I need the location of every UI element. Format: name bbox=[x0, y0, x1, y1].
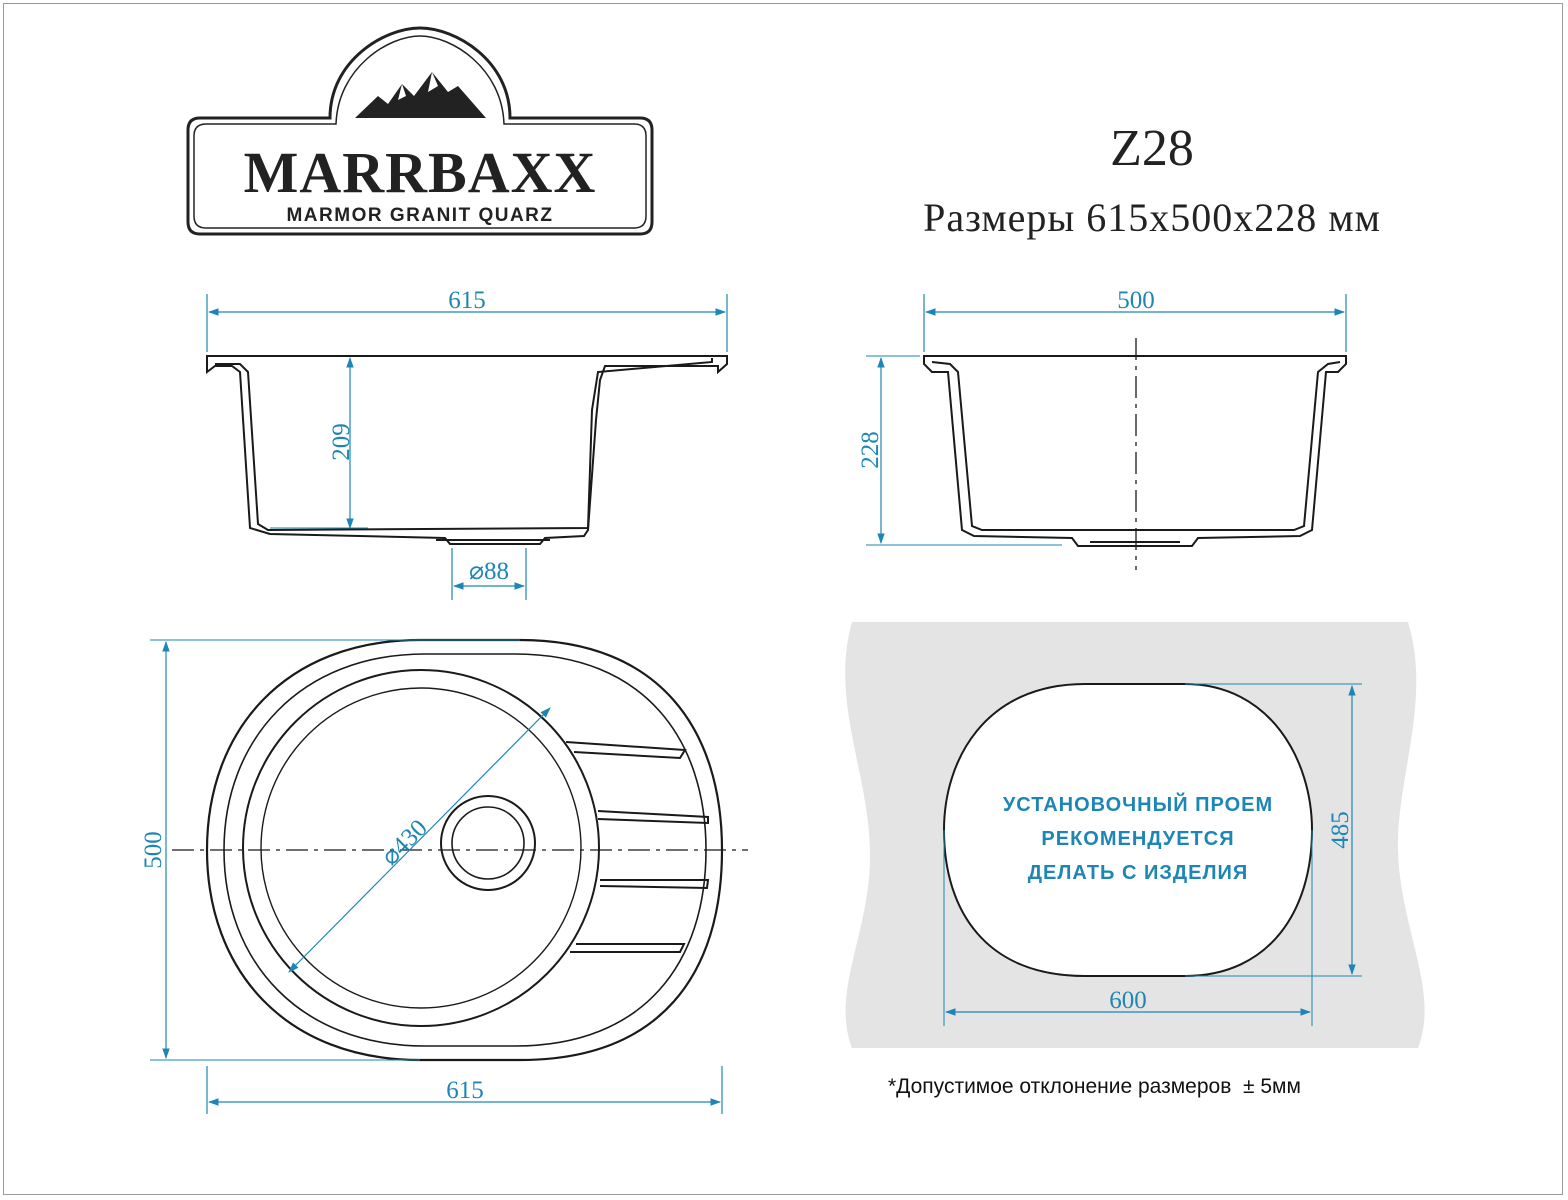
side-width-label: 500 bbox=[1117, 287, 1155, 314]
sizes-subtitle: Размеры 615х500х228 мм bbox=[923, 195, 1381, 240]
cutout-note-line2: РЕКОМЕНДУЕТСЯ bbox=[1041, 828, 1235, 850]
bowl-depth-label: 209 bbox=[328, 423, 355, 461]
cutout-height-label: 485 bbox=[1327, 811, 1354, 849]
front-width-dimension bbox=[207, 287, 727, 352]
tolerance-footnote: *Допустимое отклонение размеров ± 5мм bbox=[888, 1075, 1301, 1098]
top-height-label: 500 bbox=[140, 831, 167, 869]
bowl-diameter-label: ⌀430 bbox=[376, 814, 433, 871]
top-width-dimension bbox=[207, 1066, 722, 1114]
cutout-note-line3: ДЕЛАТЬ С ИЗДЕЛИЯ bbox=[1027, 862, 1249, 884]
drainboard-ribs bbox=[566, 742, 708, 952]
side-width-dimension bbox=[924, 287, 1346, 352]
side-height-label: 228 bbox=[857, 431, 884, 469]
brand-name: MARRBAXX bbox=[243, 140, 597, 205]
brand-tagline: MARMOR GRANIT QUARZ bbox=[286, 205, 554, 226]
drain-diameter-label: ⌀88 bbox=[468, 558, 510, 585]
top-width-label: 615 bbox=[446, 1077, 484, 1104]
side-section-view bbox=[924, 356, 1346, 546]
model-title: Z28 bbox=[1110, 120, 1194, 177]
cutout-note-line1: УСТАНОВОЧНЫЙ ПРОЕМ bbox=[1002, 794, 1274, 816]
bowl-depth-dimension bbox=[270, 358, 368, 528]
front-width-label: 615 bbox=[448, 287, 486, 314]
drain-dimension bbox=[452, 548, 526, 600]
bowl-diameter-dimension bbox=[289, 708, 550, 972]
cutout-width-label: 600 bbox=[1109, 987, 1147, 1014]
brand-logo bbox=[188, 28, 652, 234]
front-section-view bbox=[207, 356, 727, 544]
